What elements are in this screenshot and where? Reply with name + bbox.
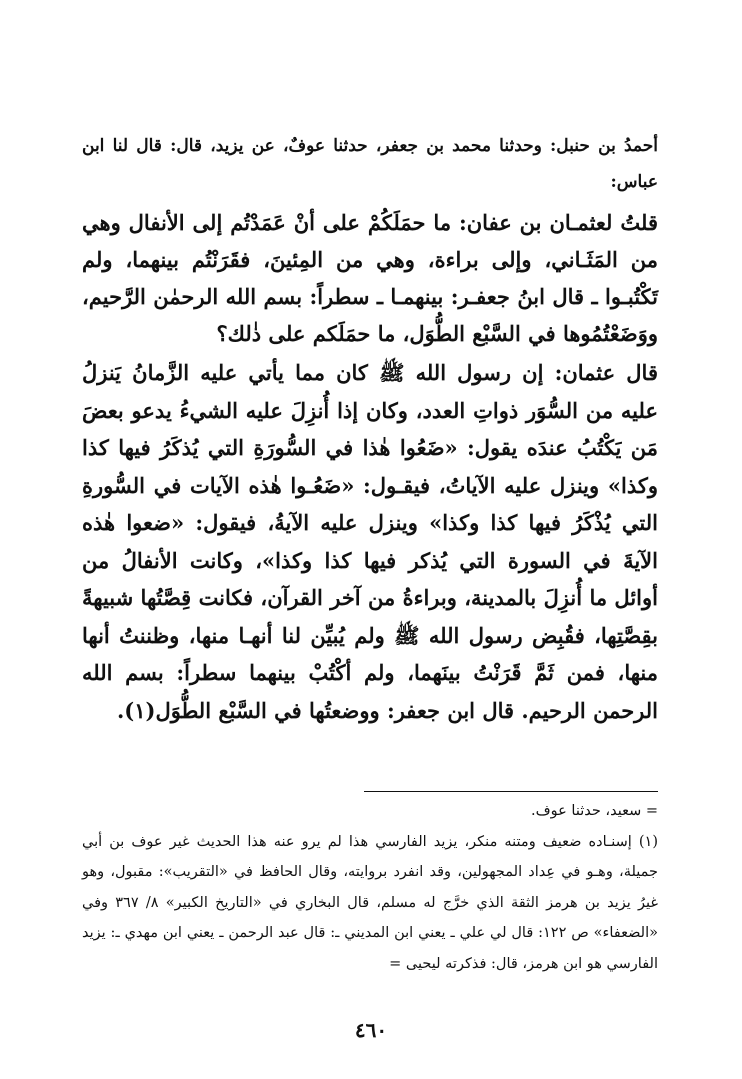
footnote-continuation: = سعيد، حدثنا عوف. (531, 803, 658, 819)
hadith-answer-paragraph: قال عثمان: إن رسول الله ﷺ كان مما يأتي عليه الزَّمانُ يَنزلُ عليه من السُّوَر ذواتِ العدد، وكان إذا أُنزِلَ عليه الشيءُ يدعو بعضَ مَن يَكْتُبُ عندَه يقول: «ضَعُوا هٰذا في السُّورَةِ التي يُذكَرُ فيها كذا وكذا» وينزل عليه الآياتُ، فيقـول: «ضَعُـوا هٰذه الآيات في السُّورةِ التي يُذْكَرُ فيها كذا وكذا» وينزل عليه الآيةُ، فيقول: «ضعوا هٰذه الآيةَ في السورة التي يُذكر فيها كذا وكذا»، وكانت الأنفالُ من أوائل ما أُنزِلَ بالمدينة، وبراءةُ من آخر القرآن، فكانت قِصَّتُها شبيهةً بقِصَّتِها، فقُبِض رسول الله ﷺ ولم يُبيِّن لنا أنهـا منها، وظننتُ أنها منها، فمن ثَمَّ قَرَنْتُ بينَهما، ولم أكْتُبْ بينهما سطراً: بسم الله الرحمن الرحيم. قال ابن جعفر: ووضعتُها في السَّبْع الطُّوَل(١). (82, 360, 658, 723)
footnote-1: (١) إسنـاده ضعيف ومتنه منكر، يزيد الفارسي هذا لم يرو عنه هذا الحديث غير عوف بن أبي جميلة، وهـو في عِداد المجهولين، وقد انفرد بروايته، وقال الحافظ في «التقريب»: مقبول، وهو غيرُ يزيد بن هرمز الثقة الذي خرَّج له مسلم، قال البخاري في «التاريخ الكبير» ٨/ ٣٦٧ وفي «الضعفاء» ص ١٢٢: قال لي علي ـ يعني ابن المديني ـ: قال عبد الرحمن ـ يعني ابن مهدي ـ: يزيد الفارسي هو ابن هرمز، قال: فذكرته ليحيى = (82, 833, 658, 972)
footnotes (82, 796, 658, 979)
isnad-chain: أحمدُ بن حنبل: وحدثنا محمد بن جعفر، حدثنا عوفٌ، عن يزيد، قال: قال لنا ابن عباس: (82, 136, 658, 192)
footnote-divider (364, 791, 658, 792)
hadith-question-paragraph: قلتُ لعثمـان بن عفان: ما حمَلَكُمْ على أنْ عَمَدْتُم إلى الأنفال وهي من المَثَـاني، وإلى براءة، وهي من المِئينَ، فقَرَنْتُم بينهما، ولم تَكْتُبـوا ـ قال ابنُ جعفـر: بينهمـا ـ سطراً: بسم الله الرحمٰن الرَّحيم، ووَضَعْتُمُوها في السَّبْع الطُّوَل، ما حمَلَكم على ذٰلك؟ (82, 210, 658, 346)
page-number: ٤٦٠ (354, 1018, 388, 1042)
